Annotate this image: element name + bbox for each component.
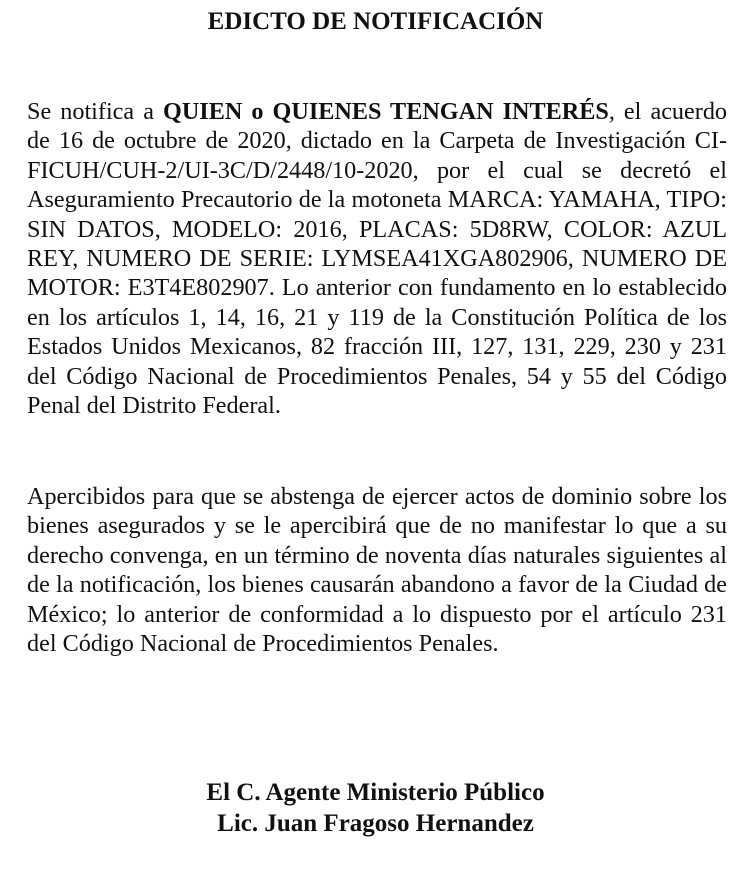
document-title: EDICTO DE NOTIFICACIÓN <box>207 8 544 35</box>
addressee-name: QUIEN o QUIENES TENGAN INTERÉS <box>163 98 609 125</box>
notification-intro: Se notifica a <box>27 98 164 125</box>
signature-block <box>0 777 751 839</box>
notification-body: , el acuerdo de 16 de octubre de 2020, dictado en la Carpeta de Investigación CI-FICUH/CUH-2/UI-3C/D/2448/10-2020, por el cual se decretó el Aseguramiento Precautorio de la motoneta MARCA: YAMAHA, TIPO: SIN DATOS, MODELO: 2016, PLACAS: 5D8RW, COLOR: AZUL REY, NUMERO DE SERIE: LYMSEA41XGA802906, NUMERO DE MOTOR: E3T4E802907. Lo anterior con fundamento en lo establecido en los artículos 1, 14, 16, 21 y 119 de la Constitución Política de los Estados Unidos Mexicanos, 82 fracción III, 127, 131, 229, 230 y 231 del Código Nacional de Procedimientos Penales, 54 y 55 del Código Penal del Distrito Federal. <box>27 98 728 420</box>
signer-role: El C. Agente Ministerio Público <box>206 779 545 806</box>
warning-paragraph: Apercibidos para que se abstenga de ejercer actos de dominio sobre los bienes asegurados y se le apercibirá que de no manifestar lo que a su derecho convenga, en un término de noventa días naturales siguientes al de la notificación, los bienes causarán abandono a favor de la Ciudad de México; lo anterior de conformidad a lo dispuesto por el artículo 231 del Código Nacional de Procedimientos Penales. <box>27 483 727 658</box>
signer-name: Lic. Juan Fragoso Hernandez <box>217 810 534 837</box>
notification-paragraph <box>27 97 727 420</box>
